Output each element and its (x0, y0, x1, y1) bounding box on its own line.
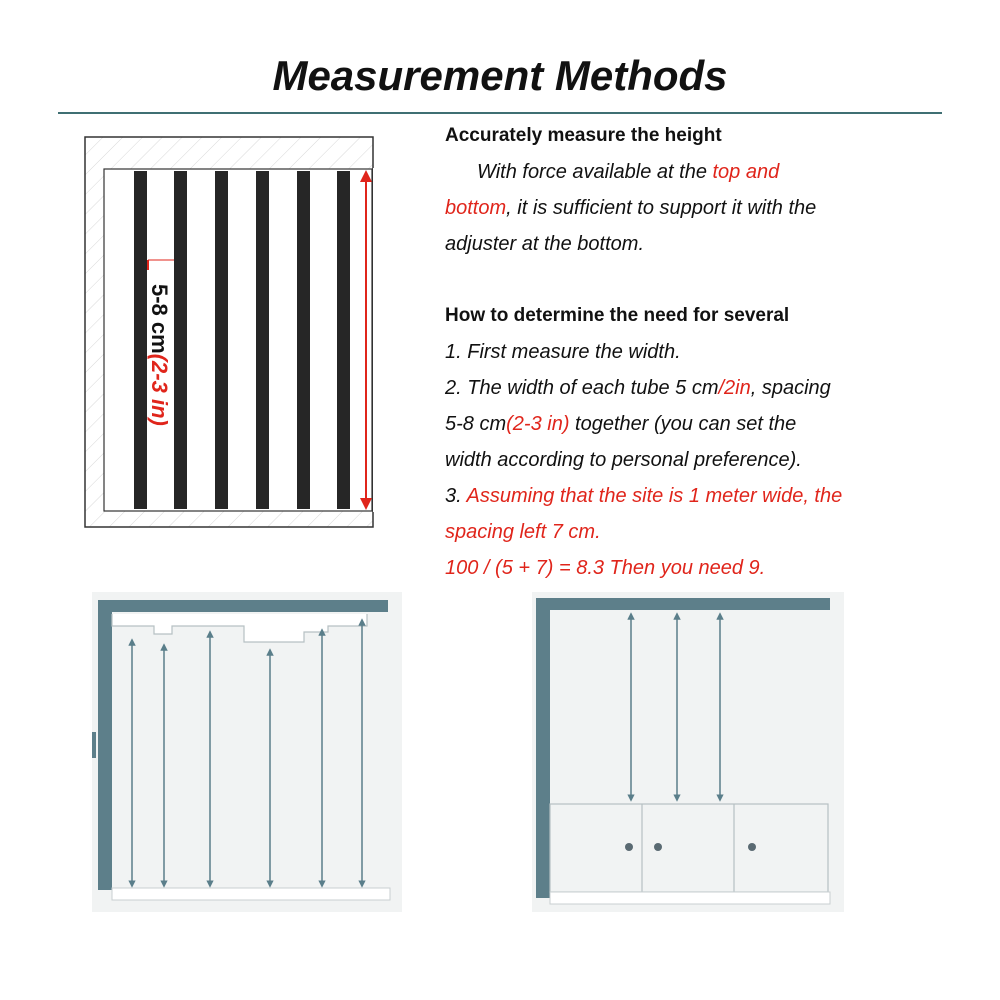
step-3: 3. Assuming that the site is 1 meter wide, the (445, 485, 843, 507)
cabinet (550, 804, 828, 892)
step-3-cont: spacing left 7 cm. (445, 521, 601, 543)
tube (174, 171, 187, 509)
section1-line1: With force available at the top and (477, 161, 780, 183)
step-2: 2. The width of each tube 5 cm/2in, spacing (445, 377, 831, 399)
cabinet-diagram (532, 592, 844, 912)
step-2-cont: 5-8 cm(2-3 in) together (you can set the (445, 413, 797, 435)
spacing-label-red: (2-3 in) (147, 353, 172, 426)
tube (256, 171, 269, 509)
cabinet-knob (654, 843, 662, 851)
ceiling-wall (98, 600, 388, 612)
page-title: Measurement Methods (272, 52, 728, 99)
tube-spacing-diagram (84, 136, 384, 536)
section1-line2: bottom, it is sufficient to support it with the (445, 197, 817, 219)
tube (215, 171, 228, 509)
section2-heading: How to determine the need for several (445, 305, 790, 326)
instructions (445, 118, 985, 586)
step-1: 1. First measure the width. (445, 341, 681, 363)
tube (297, 171, 310, 509)
section1-line3: adjuster at the bottom. (445, 233, 645, 255)
side-wall (536, 598, 550, 898)
cabinet-knob (625, 843, 633, 851)
cabinet-knob (748, 843, 756, 851)
tube (134, 171, 147, 509)
floor (550, 892, 830, 904)
floor (112, 888, 390, 900)
title-divider (58, 112, 942, 114)
tube (337, 171, 350, 509)
step-2-end: width according to personal preference). (445, 449, 802, 471)
ceiling-wall (536, 598, 830, 610)
section1-heading: Accurately measure the height (445, 125, 722, 146)
irregular-ceiling-diagram (92, 592, 402, 912)
spacing-label-black: 5-8 cm (147, 284, 172, 354)
formula: 100 / (5 + 7) = 8.3 Then you need 9. (445, 557, 766, 579)
side-wall (98, 600, 112, 890)
spacing-label (147, 284, 172, 426)
